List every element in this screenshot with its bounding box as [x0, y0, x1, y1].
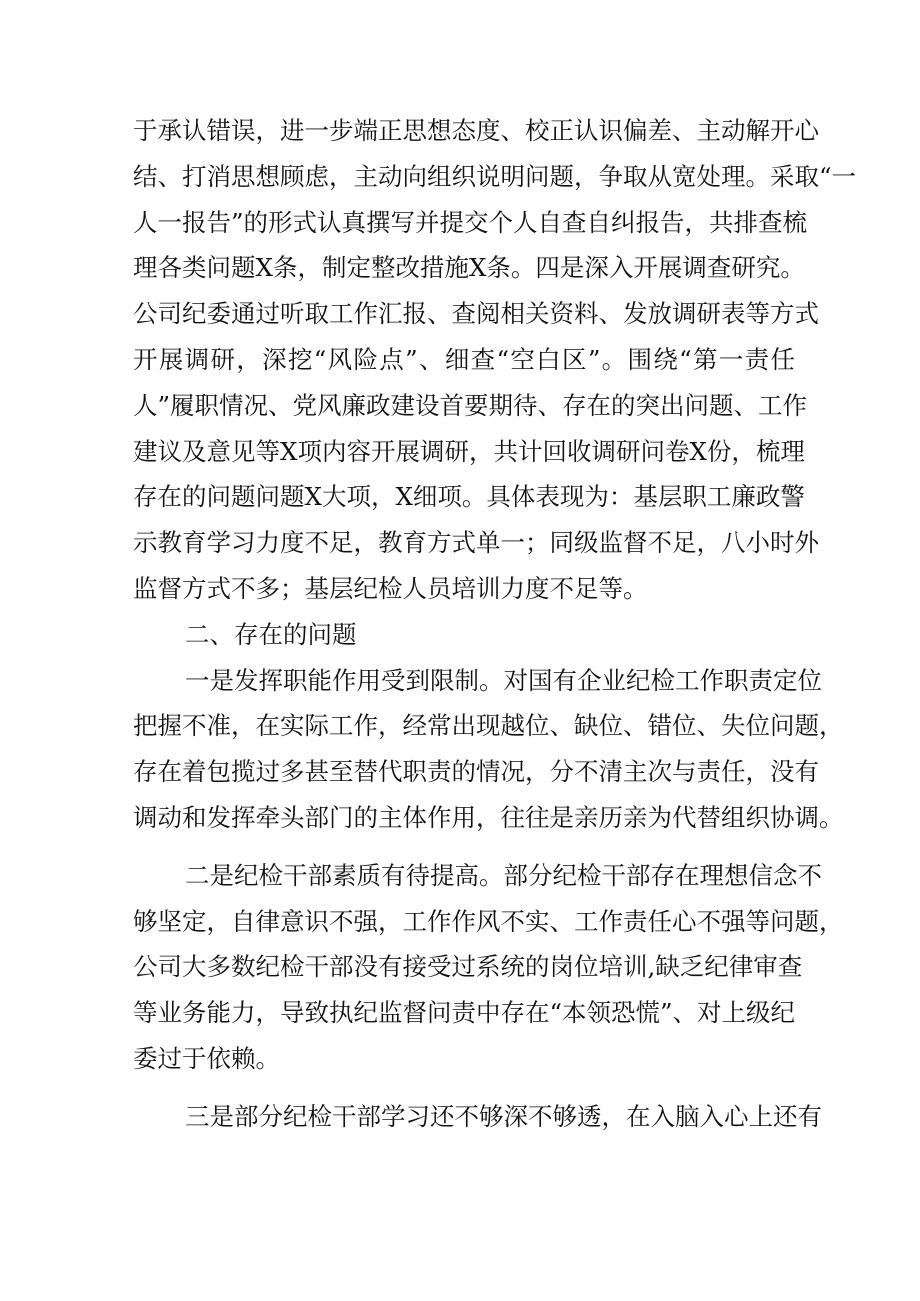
- text-line: 结、打消思想顾虑，主动向组织说明问题，争取从宽处理。采取“一: [133, 161, 857, 191]
- paragraph-problem-two: [133, 853, 844, 1082]
- text-line: 把握不准，在实际工作，经常出现越位、缺位、错位、失位问题，: [133, 711, 844, 741]
- text-line: 调动和发挥牵头部门的主体作用，往往是亲历亲为代替组织协调。: [133, 802, 844, 832]
- text-line: 存在着包揽过多甚至替代职责的情况，分不清主次与责任，没有: [133, 757, 819, 787]
- paragraph-findings: [133, 108, 857, 612]
- text-line: 建议及意见等X项内容开展调研，共计回收调研问卷X份，梳理: [133, 436, 805, 466]
- text-line: 人”履职情况、党风廉政建设首要期待、存在的突出问题、工作: [133, 390, 808, 420]
- text-line: 理各类问题X条，制定整改措施X条。四是深入开展调查研究。: [133, 253, 805, 283]
- paragraph-problem-one: [133, 658, 844, 841]
- text-line: 委过于依赖。: [133, 1043, 280, 1073]
- text-line: 公司纪委通过听取工作汇报、查阅相关资料、发放调研表等方式: [133, 299, 819, 329]
- paragraph-problem-three: [133, 1094, 822, 1140]
- text-line: 于承认错误，进一步端正思想态度、校正认识偏差、主动解开心: [133, 116, 819, 145]
- text-line: 存在的问题问题X大项，X细项。具体表现为：基层职工廉政警: [133, 482, 805, 512]
- text-line: 公司大多数纪检干部没有接受过系统的岗位培训,缺乏纪律审查: [133, 952, 803, 982]
- text-line: 开展调研，深挖“风险点”、细查“空白区”。围绕“第一责任: [133, 344, 795, 374]
- text-line: 示教育学习力度不足，教育方式单一；同级监督不足，八小时外: [133, 528, 819, 558]
- text-line: 一是发挥职能作用受到限制。对国有企业纪检工作职责定位: [185, 665, 822, 695]
- section-heading: 二、存在的问题: [185, 619, 357, 649]
- text-line: 人一报告”的形式认真撰写并提交个人自查自纠报告，共排查梳: [133, 207, 808, 237]
- text-line: 等业务能力，导致执纪监督问责中存在“本领恐慌”、对上级纪: [133, 998, 796, 1028]
- text-line: 三是部分纪检干部学习还不够深不够透，在入脑入心上还有: [185, 1101, 822, 1131]
- text-line: 够坚定，自律意识不强，工作作风不实、工作责任心不强等问题，: [133, 906, 844, 936]
- text-line: 监督方式不多；基层纪检人员培训力度不足等。: [133, 573, 648, 603]
- document-body: [133, 108, 857, 1140]
- text-line: 二是纪检干部素质有待提高。部分纪检干部存在理想信念不: [185, 860, 822, 890]
